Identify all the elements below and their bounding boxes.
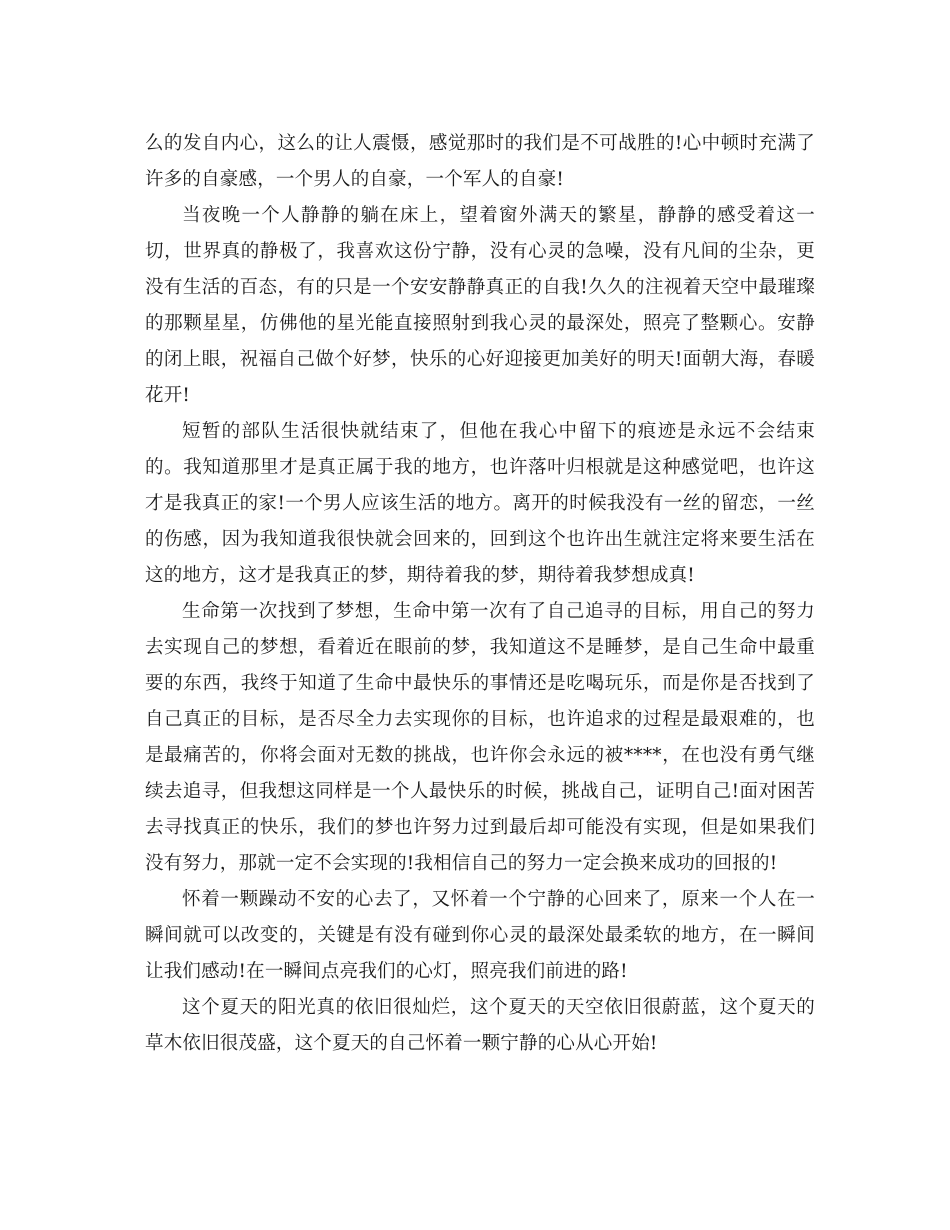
paragraph-6: 这个夏天的阳光真的依旧很灿烂，这个夏天的天空依旧很蔚蓝，这个夏天的草木依旧很茂盛，这个夏天的自己怀着一颗宁静的心从心开始! (145, 997, 815, 1054)
paragraph-1: 么的发自内心，这么的让人震慑，感觉那时的我们是不可战胜的!心中顿时充满了许多的自豪感，一个男人的自豪，一个军人的自豪! (145, 133, 815, 190)
paragraph-4: 生命第一次找到了梦想，生命中第一次有了自己追寻的目标，用自己的努力去实现自己的梦想，看着近在眼前的梦，我知道这不是睡梦，是自己生命中最重要的东西，我终于知道了生命中最快乐的事情还是吃喝玩乐，而是你是否找到了自己真正的目标，是否尽全力去实现你的目标，也许追求的过程是最艰难的，也是最痛苦的，你将会面对无数的挑战，也许你会永远的被****，在也没有勇气继续去追寻，但我想这同样是一个人最快乐的时候，挑战自己，证明自己!面对困苦去寻找真正的快乐，我们的梦也许努力过到最后却可能没有实现，但是如果我们没有努力，那就一定不会实现的!我相信自己的努力一定会换来成功的回报的! (145, 601, 815, 874)
document-body (145, 126, 815, 1062)
paragraph-2: 当夜晚一个人静静的躺在床上，望着窗外满天的繁星，静静的感受着这一切，世界真的静极了，我喜欢这份宁静，没有心灵的急噪，没有凡间的尘杂，更没有生活的百态，有的只是一个安安静静真正的自我!久久的注视着天空中最璀璨的那颗星星，仿佛他的星光能直接照射到我心灵的最深处，照亮了整颗心。安静的闭上眼，祝福自己做个好梦，快乐的心好迎接更加美好的明天!面朝大海，春暖花开! (145, 205, 815, 406)
paragraph-3: 短暂的部队生活很快就结束了，但他在我心中留下的痕迹是永远不会结束的。我知道那里才是真正属于我的地方，也许落叶归根就是这种感觉吧，也许这才是我真正的家!一个男人应该生活的地方。离开的时候我没有一丝的留恋，一丝的伤感，因为我知道我很快就会回来的，回到这个也许出生就注定将来要生活在这的地方，这才是我真正的梦，期待着我的梦，期待着我梦想成真! (145, 421, 815, 586)
paragraph-5: 怀着一颗躁动不安的心去了，又怀着一个宁静的心回来了，原来一个人在一瞬间就可以改变的，关键是有没有碰到你心灵的最深处最柔软的地方，在一瞬间让我们感动!在一瞬间点亮我们的心灯，照亮我们前进的路! (145, 889, 815, 982)
